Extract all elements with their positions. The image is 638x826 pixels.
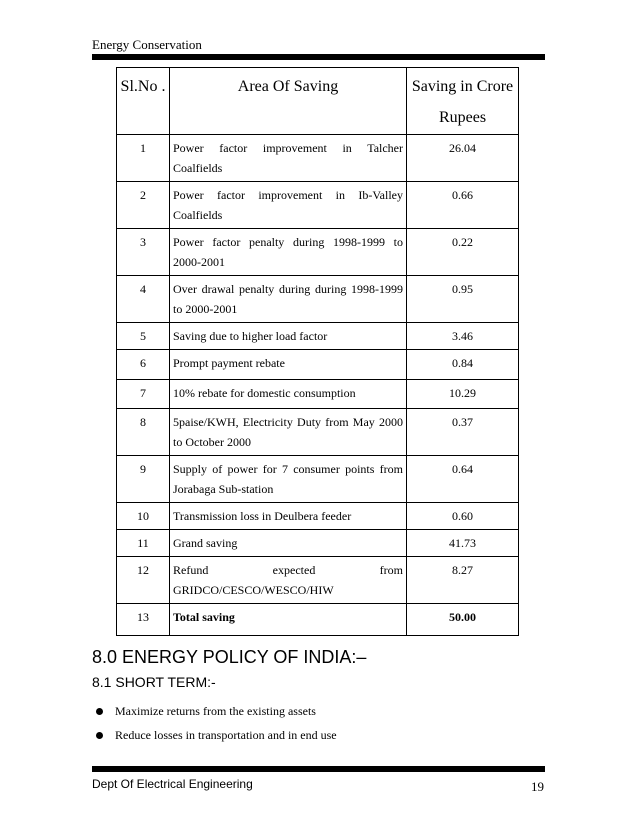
row-area: Saving due to higher load factor [170,323,407,350]
row-value: 10.29 [407,380,519,409]
savings-table [116,67,519,636]
footer-rule [92,766,545,772]
row-sl: 7 [117,380,170,409]
table-header-row [117,68,519,135]
row-value: 0.95 [407,276,519,323]
row-sl: 9 [117,456,170,503]
row-area: Transmission loss in Deulbera feeder [170,503,407,530]
running-header: Energy Conservation [92,37,202,52]
row-area: 5paise/KWH, Electricity Duty from May 2000 to October 2000 [170,409,407,456]
row-area: Grand saving [170,530,407,557]
header-rule [92,54,545,60]
subsection-title: 8.1 SHORT TERM:- [92,674,216,690]
table-row [117,530,519,557]
section-title: 8.0 ENERGY POLICY OF INDIA:– [92,647,367,667]
row-sl: 6 [117,350,170,380]
table-row [117,276,519,323]
row-area: Over drawal penalty during during 1998-1999 to 2000-2001 [170,276,407,323]
table-row-total [117,604,519,636]
row-sl: 13 [117,604,170,636]
row-value: 26.04 [407,135,519,182]
row-value: 0.22 [407,229,519,276]
row-sl: 10 [117,503,170,530]
table-row [117,557,519,604]
row-sl: 3 [117,229,170,276]
list-item-text: Reduce losses in transportation and in end use [115,727,337,742]
list-item-text: Maximize returns from the existing assets [115,703,316,718]
row-area: Prompt payment rebate [170,350,407,380]
list-item [92,723,337,747]
footer-department: Dept Of Electrical Engineering [92,777,253,791]
header-area-of-saving: Area Of Saving [170,68,407,135]
row-area: Power factor penalty during 1998-1999 to 2000-2001 [170,229,407,276]
row-sl: 12 [117,557,170,604]
table-row [117,350,519,380]
row-value: 50.00 [407,604,519,636]
row-sl: 2 [117,182,170,229]
list-item [92,699,337,723]
table-row [117,456,519,503]
row-sl: 4 [117,276,170,323]
row-value: 0.37 [407,409,519,456]
bullet-list [92,699,337,747]
table-row [117,135,519,182]
row-sl: 8 [117,409,170,456]
table-row [117,182,519,229]
table-row [117,409,519,456]
table-row [117,323,519,350]
row-sl: 5 [117,323,170,350]
table-row [117,380,519,409]
row-sl: 11 [117,530,170,557]
bullet-icon [96,732,103,739]
row-value: 41.73 [407,530,519,557]
row-area: Power factor improvement in Talcher Coalfields [170,135,407,182]
row-value: 3.46 [407,323,519,350]
row-area: Power factor improvement in Ib-Valley Coalfields [170,182,407,229]
header-sl-no: Sl.No . [117,68,170,135]
row-value: 0.66 [407,182,519,229]
row-sl: 1 [117,135,170,182]
bullet-icon [96,708,103,715]
row-area: Refund expected from GRIDCO/CESCO/WESCO/HIW [170,557,407,604]
row-value: 0.64 [407,456,519,503]
table-row [117,503,519,530]
row-area: Total saving [170,604,407,636]
row-area: 10% rebate for domestic consumption [170,380,407,409]
row-value: 0.60 [407,503,519,530]
row-value: 0.84 [407,350,519,380]
table-row [117,229,519,276]
page-number: 19 [531,779,544,794]
row-value: 8.27 [407,557,519,604]
row-area: Supply of power for 7 consumer points from Jorabaga Sub-station [170,456,407,503]
header-saving-amount: Saving in Crore Rupees [407,68,519,135]
